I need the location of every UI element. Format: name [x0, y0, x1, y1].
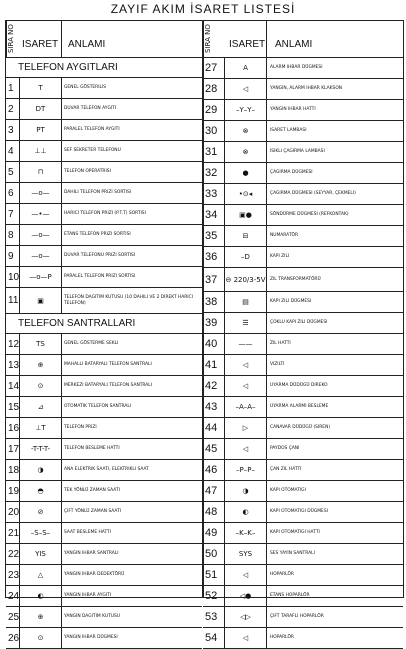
section-heading: TELEFON SANTRALLARI [6, 314, 202, 334]
row-description: DAHILI TELEFON PRIZI SORTISI [64, 190, 132, 196]
row-description: GENEL GÖSTERILIS [64, 85, 107, 91]
row-number: 50 [203, 544, 225, 564]
table-row [6, 544, 202, 565]
table-row [203, 355, 403, 376]
table-row [203, 292, 403, 313]
right-column [203, 21, 403, 644]
row-description: UYARMA ALARMI BESLEME [270, 404, 329, 410]
row-number: 45 [203, 439, 225, 459]
isaret-header: ISARET [229, 39, 266, 50]
symbol-icon: ⊘ [20, 502, 62, 522]
row-number: 18 [6, 460, 20, 480]
symbol-icon: ◁ [225, 565, 267, 585]
symbol-icon: —o— [20, 225, 62, 245]
row-description: SEF SEKRETER TELEFONU [64, 148, 121, 154]
symbol-icon: ▷ [225, 418, 267, 438]
row-description: OTOMATIK TELEFON SANTRALI [64, 404, 132, 410]
table-row [6, 334, 202, 355]
row-number: 20 [6, 502, 20, 522]
isaret-header: ISARET [22, 39, 59, 50]
symbol-icon: PT [20, 120, 62, 140]
table-row [203, 313, 403, 334]
row-number: 19 [6, 481, 20, 501]
row-number: 16 [6, 418, 20, 438]
row-description: HOPARLÖR [270, 635, 294, 641]
table-row [203, 184, 403, 205]
anlami-header: ANLAMI [68, 39, 106, 50]
row-number: 49 [203, 523, 225, 543]
table-row [203, 460, 403, 481]
table-row [203, 481, 403, 502]
anlami-header: ANLAMI [275, 39, 313, 50]
row-description: CANAVAR DÜDÜGÜ (SIREN) [270, 425, 331, 431]
row-description: YANGIN IHBAR SANTRALI [64, 551, 119, 557]
row-number: 35 [203, 226, 225, 246]
row-number: 51 [203, 565, 225, 585]
table-row [6, 607, 202, 628]
table-row [6, 586, 202, 607]
table-row [203, 502, 403, 523]
row-number: 33 [203, 184, 225, 204]
row-description: MERKEZI BATARYALI TELEFON SANTRALI [64, 383, 153, 389]
row-number: 22 [6, 544, 20, 564]
row-description: ETANS HOPARLÖR [270, 593, 310, 599]
symbol-icon: T [20, 78, 62, 98]
row-number: 6 [6, 183, 20, 203]
table-row [203, 163, 403, 184]
row-number: 5 [6, 162, 20, 182]
row-description: DUVAR TELEFONU PRIZI SORTISI [64, 253, 136, 259]
symbol-icon: –P–P– [225, 460, 267, 480]
table-row [6, 418, 202, 439]
row-description: SÖNDÜRME DÜGMESI (REFKONTAK) [270, 212, 349, 218]
row-number: 29 [203, 100, 225, 120]
symbol-icon: ⊙ [20, 628, 62, 648]
symbol-icon: -T-T-T- [20, 439, 62, 459]
symbol-icon: –S–S– [20, 523, 62, 543]
row-number: 3 [6, 120, 20, 140]
row-description: ÇAGIRMA DÜGMESI [270, 170, 313, 176]
table-row [6, 376, 202, 397]
row-number: 12 [6, 334, 20, 354]
row-description: ISARET LAMBASI [270, 128, 307, 134]
symbol-icon: ⊗ [225, 121, 267, 141]
row-number: 36 [203, 247, 225, 267]
symbol-icon: A [225, 58, 267, 78]
table-row [6, 78, 202, 99]
row-description: YANGIN DAGITIM KUTUSU [64, 614, 120, 620]
symbol-icon: ◐ [225, 502, 267, 522]
row-number: 30 [203, 121, 225, 141]
row-description: YANGIN IHBAR AYGITI [64, 593, 112, 599]
table-row [203, 439, 403, 460]
row-description: ÇAGIRMA DÜGMESI (SEYYAR, ÇEKMELI) [270, 191, 356, 197]
row-description: GENEL GÖSTERME SEKLI [64, 341, 119, 347]
symbol-icon: •⊙◂ [225, 184, 267, 204]
row-description: UYARMA DÜDÜGÜ DIREKO [270, 383, 328, 389]
table-row [203, 397, 403, 418]
left-header [6, 21, 202, 58]
table-row [203, 58, 403, 79]
table-row [6, 225, 202, 246]
table-row [203, 628, 403, 649]
row-description: TELEFON PRIZI [64, 425, 97, 431]
row-description: TELEFON BESLEME HATTI [64, 446, 120, 452]
row-number: 21 [6, 523, 20, 543]
row-description: KAPI OTOMATIGI HATTI [270, 530, 320, 536]
table-row [203, 205, 403, 226]
left-column [6, 21, 202, 644]
row-description: YANGIN IHBAR DEDEKTÖRÜ [64, 572, 125, 578]
row-description: ETANS TELEFON PRIZI SORTISI [64, 232, 131, 238]
symbol-icon: —o—P [20, 267, 62, 287]
table-row [203, 523, 403, 544]
table-row [6, 523, 202, 544]
symbol-icon: ⊕ [20, 355, 62, 375]
table-row [6, 502, 202, 523]
right-header [203, 21, 403, 58]
table-row [6, 99, 202, 120]
row-number: 43 [203, 397, 225, 417]
symbol-icon: YIS [20, 544, 62, 564]
table-row [203, 121, 403, 142]
symbol-icon: ◁ [225, 376, 267, 396]
table-row [203, 100, 403, 121]
row-description: MAHALLI BATARYALI TELEFON SANTRALI [64, 362, 152, 368]
symbol-icon: ● [225, 163, 267, 183]
table-row [6, 162, 202, 183]
row-description: NUMARATÖR [270, 233, 299, 239]
row-number: 44 [203, 418, 225, 438]
row-number: 48 [203, 502, 225, 522]
table-row [203, 226, 403, 247]
symbol-icon: ▤ [225, 292, 267, 312]
row-description: KAPI OTOMATIGI [270, 488, 306, 494]
symbol-icon: ◁ [225, 355, 267, 375]
table-row [203, 586, 403, 607]
row-number: 26 [6, 628, 20, 648]
symbol-icon: ⊕ [20, 607, 62, 627]
symbol-icon: ◁ [225, 79, 267, 99]
table-row [6, 397, 202, 418]
symbol-icon: TS [20, 334, 62, 354]
symbol-icon: ⊗ [225, 142, 267, 162]
table-row [203, 247, 403, 268]
row-number: 14 [6, 376, 20, 396]
row-description: PAYDOS ÇANI [270, 446, 300, 452]
symbol-icon: ◁▷ [225, 607, 267, 627]
row-description: YANGIN IHBAR DÜGMESI [64, 635, 118, 641]
row-number: 4 [6, 141, 20, 161]
symbol-icon: ◐ [20, 586, 62, 606]
row-number: 54 [203, 628, 225, 648]
row-description: HOPARLÖR [270, 572, 294, 578]
table-row [6, 183, 202, 204]
row-description: ANA ELEKTRIK SAATI, ELEKTRIKLI SAAT [64, 467, 149, 473]
table-row [6, 267, 202, 288]
row-number: 38 [203, 292, 225, 312]
symbol-icon: –K–K– [225, 523, 267, 543]
symbol-icon: —•— [20, 204, 62, 224]
symbol-icon: ☰ [225, 313, 267, 333]
symbol-icon: ⊖ 220/3-5V [225, 268, 267, 291]
table-row [203, 142, 403, 163]
row-number: 8 [6, 225, 20, 245]
table-row [203, 376, 403, 397]
row-description: TELEFON DAGITIM KUTUSU (10 DAHILI VE 2 DIREKT HARICI TELEFON) [64, 295, 193, 306]
symbol-icon: ⊥⊥ [20, 141, 62, 161]
row-number: 42 [203, 376, 225, 396]
row-number: 32 [203, 163, 225, 183]
symbol-icon: ◁ [225, 439, 267, 459]
row-description: ÇIFT TARAFLI HOPARLÖR [270, 614, 324, 620]
row-number: 17 [6, 439, 20, 459]
symbol-icon: ⊿ [20, 397, 62, 417]
table-row [203, 334, 403, 355]
row-description: TEK YÖNLÜ ZAMAN SAATI [64, 488, 120, 494]
section-heading: TELEFON AYGITLARI [6, 58, 202, 78]
row-number: 28 [203, 79, 225, 99]
symbol-icon: —o— [20, 246, 62, 266]
row-description: KAPI ZILI DÜGMESI [270, 299, 312, 305]
row-number: 52 [203, 586, 225, 606]
symbol-icon: △ [20, 565, 62, 585]
symbol-icon: ◓ [20, 481, 62, 501]
row-number: 27 [203, 58, 225, 78]
symbol-icon: ◁ [225, 628, 267, 648]
table-row [6, 565, 202, 586]
row-description: ZIL HATTI [270, 341, 291, 347]
table-row [203, 418, 403, 439]
sira-no-header: SIRA NO [6, 21, 21, 57]
row-number: 2 [6, 99, 20, 119]
table-row [6, 141, 202, 162]
row-description: PARALEL TELEFON AYGITI [64, 127, 120, 133]
symbol-icon: ◑ [20, 460, 62, 480]
table-row [6, 355, 202, 376]
table-row [6, 246, 202, 267]
row-description: ISIKLI ÇAGIRMA LAMBASI [270, 149, 325, 155]
row-number: 10 [6, 267, 20, 287]
row-description: ÇAN ZIL HATTI [270, 467, 302, 473]
symbol-icon: ⊥T [20, 418, 62, 438]
symbol-icon: ◑ [225, 481, 267, 501]
table-row [6, 288, 202, 314]
row-description: ÇIFT YÖNLÜ ZAMAN SAATI [64, 509, 122, 515]
row-number: 7 [6, 204, 20, 224]
table-row [203, 607, 403, 628]
row-number: 15 [6, 397, 20, 417]
row-number: 24 [6, 586, 20, 606]
row-description: ÇOKLU KAPI ZILI DÜGMESI [270, 320, 328, 326]
symbol-icon: –D [225, 247, 267, 267]
row-description: SAAT BESLEME HATTI [64, 530, 112, 536]
row-number: 9 [6, 246, 20, 266]
symbol-icon: –Y–Y– [225, 100, 267, 120]
symbol-icon: ▣● [225, 205, 267, 225]
page-title: ZAYIF AKIM İSARET LISTESİ [110, 2, 296, 16]
row-number: 34 [203, 205, 225, 225]
row-number: 41 [203, 355, 225, 375]
table-row [6, 120, 202, 141]
table-row [203, 544, 403, 565]
row-description: HARICI TELEFON PRIZI (P.T.T) SORTISI [64, 211, 146, 217]
row-description: YANGIN, ALARM IHBAR KLAKSON [270, 86, 343, 92]
table-row [203, 268, 403, 292]
symbol-icon: DT [20, 99, 62, 119]
row-description: TELEFON OPERATRISI [64, 169, 111, 175]
row-number: 37 [203, 268, 225, 291]
row-description: ZIL TRANSFORMATÖRÜ [270, 276, 321, 282]
row-description: PARALEL TELEFON PRIZI SORTISI [64, 274, 136, 280]
row-description: KAPI OTOMATIGI DÜGMESI [270, 509, 328, 515]
symbol-icon: SYS [225, 544, 267, 564]
table-row [6, 481, 202, 502]
symbol-icon: ⊓ [20, 162, 62, 182]
row-number: 39 [203, 313, 225, 333]
symbol-icon: –A–A– [225, 397, 267, 417]
row-number: 13 [6, 355, 20, 375]
table-row [6, 628, 202, 649]
row-number: 31 [203, 142, 225, 162]
symbol-icon: ◁● [225, 586, 267, 606]
row-number: 23 [6, 565, 20, 585]
row-description: KAPI ZILI [270, 254, 290, 260]
symbol-icon: —— [225, 334, 267, 354]
row-description: YANGIN IHBAR HATTI [270, 107, 316, 113]
symbol-icon: ⊙ [20, 376, 62, 396]
table-row [203, 79, 403, 100]
symbol-icon: —o— [20, 183, 62, 203]
table-row [203, 565, 403, 586]
row-description: DUVAR TELEFON AYGITI [64, 106, 117, 112]
row-description: SES YAYIN SANTRALI [270, 551, 315, 557]
symbol-table [5, 20, 404, 644]
row-number: 1 [6, 78, 20, 98]
table-row [6, 460, 202, 481]
table-row [6, 439, 202, 460]
row-number: 53 [203, 607, 225, 627]
row-description: ALARM IHBAR DÜGMESI [270, 65, 323, 71]
table-row [6, 204, 202, 225]
symbol-icon: ▣ [20, 288, 62, 313]
sira-no-header: SIRA NO [203, 21, 218, 57]
row-number: 47 [203, 481, 225, 501]
row-number: 46 [203, 460, 225, 480]
row-description: VIZILTI [270, 362, 285, 368]
row-number: 11 [6, 288, 20, 313]
row-number: 40 [203, 334, 225, 354]
symbol-icon: ⊟ [225, 226, 267, 246]
row-number: 25 [6, 607, 20, 627]
